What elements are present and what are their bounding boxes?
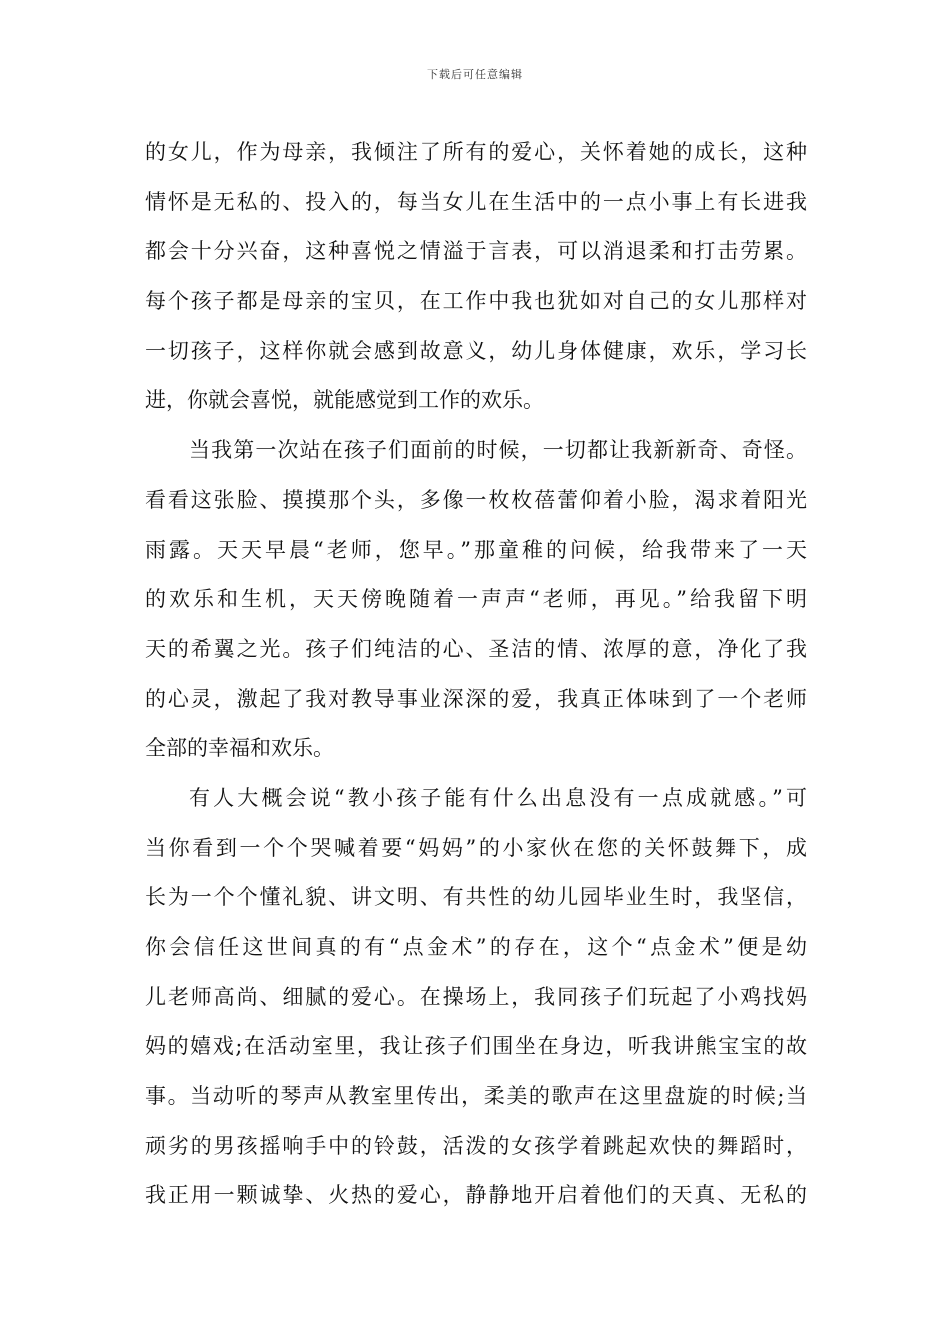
text-line: 有人大概会说“教小孩子能有什么出息没有一点成就感。”可: [189, 785, 807, 810]
text-line: 妈的嬉戏;在活动室里，我让孩子们围坐在身边，听我讲熊宝宝的故: [145, 1034, 807, 1059]
body-text: [145, 128, 807, 1221]
text-line: 都会十分兴奋，这种喜悦之情溢于言表，可以消退柔和打击劳累。: [145, 239, 807, 264]
text-line: 天的希翼之光。孩子们纯洁的心、圣洁的情、浓厚的意，净化了我: [145, 636, 807, 661]
text-line: 进，你就会喜悦，就能感觉到工作的欢乐。: [145, 388, 544, 413]
text-line: 一切孩子，这样你就会感到故意义，幼儿身体健康，欢乐，学习长: [145, 338, 807, 363]
text-line: 当我第一次站在孩子们面前的时候，一切都让我新新奇、奇怪。: [189, 438, 807, 463]
header-note: 下载后可任意编辑: [427, 68, 523, 81]
text-line: 雨露。天天早晨“老师，您早。”那童稚的问候，给我带来了一天: [145, 537, 807, 562]
text-line: 儿老师高尚、细腻的爱心。在操场上，我同孩子们玩起了小鸡找妈: [145, 984, 807, 1009]
text-line: 长为一个个懂礼貌、讲文明、有共性的幼儿园毕业生时，我坚信，: [145, 885, 807, 910]
text-line: 每个孩子都是母亲的宝贝，在工作中我也犹如对自己的女儿那样对: [145, 289, 807, 314]
text-line: 看看这张脸、摸摸那个头，多像一枚枚蓓蕾仰着小脸，渴求着阳光: [145, 487, 807, 512]
text-line: 顽劣的男孩摇响手中的铃鼓，活泼的女孩学着跳起欢快的舞蹈时，: [145, 1133, 807, 1158]
text-line: 的欢乐和生机，天天傍晚随着一声声“老师，再见。”给我留下明: [145, 587, 807, 612]
text-line: 全部的幸福和欢乐。: [145, 736, 334, 761]
text-line: 情怀是无私的、投入的，每当女儿在生活中的一点小事上有长进我: [145, 189, 807, 214]
text-line: 事。当动听的琴声从教室里传出，柔美的歌声在这里盘旋的时候;当: [145, 1084, 807, 1109]
text-line: 的女儿，作为母亲，我倾注了所有的爱心，关怀着她的成长，这种: [145, 140, 807, 164]
text-line: 你会信任这世间真的有“点金术”的存在，这个“点金术”便是幼: [145, 935, 807, 959]
text-line: 的心灵，激起了我对教导事业深深的爱，我真正体味到了一个老师: [145, 686, 807, 711]
text-line: 我正用一颗诚挚、火热的爱心，静静地开启着他们的天真、无私的: [145, 1183, 807, 1208]
text-line: 当你看到一个个哭喊着要“妈妈”的小家伙在您的关怀鼓舞下，成: [145, 835, 807, 860]
